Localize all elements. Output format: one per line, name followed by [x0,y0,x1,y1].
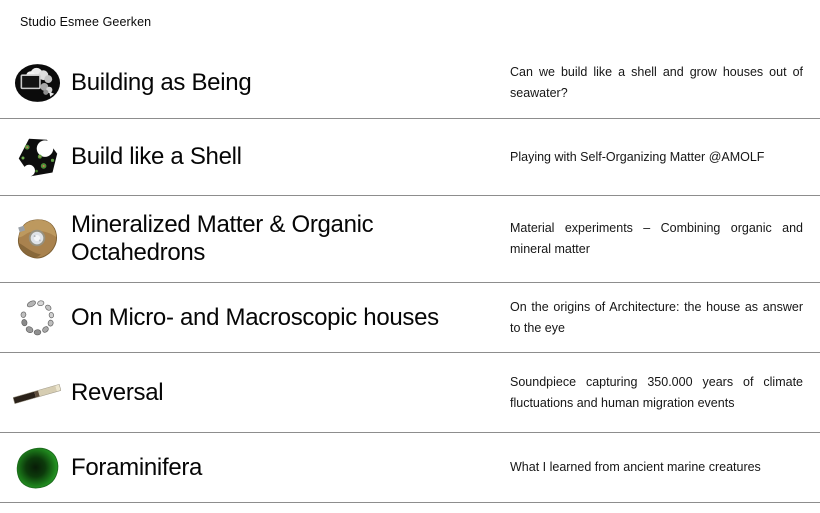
project-title: Mineralized Matter & Organic Octahedrons [71,211,374,266]
project-description: What I learned from ancient marine creatures [510,460,761,474]
project-description: On the origins of Architecture: the house as answer to the eye [510,299,803,335]
project-row-foraminifera[interactable] [0,433,820,503]
project-row-building-as-being[interactable] [0,48,820,119]
project-title: On Micro- and Macroscopic houses [71,303,439,331]
project-description: Playing with Self-Organizing Matter @AMOLF [510,149,765,164]
foraminifera-icon [13,444,61,491]
project-title: Build like a Shell [71,143,242,171]
project-title: Reversal [71,378,164,406]
core-sample-icon [13,370,61,416]
building-as-being-icon [13,63,61,103]
site-title[interactable]: Studio Esmee Geerken [20,15,152,29]
shell-hexagon-icon [13,135,61,180]
project-title: Building as Being [71,69,252,97]
project-description: Can we build like a shell and grow houses out of seawater? [510,65,803,100]
project-title: Foraminifera [71,453,203,481]
project-row-mineralized-matter[interactable] [0,196,820,283]
mineral-rock-icon [13,217,61,261]
project-row-reversal[interactable] [0,353,820,433]
project-description: Soundpiece capturing 350.000 years of climate fluctuations and human migration events [510,374,803,410]
project-row-build-like-a-shell[interactable] [0,119,820,196]
pebble-ring-icon [13,295,61,340]
project-list [0,48,820,503]
project-description: Material experiments – Combining organic and mineral matter [510,221,803,256]
project-row-micro-macroscopic-houses[interactable] [0,283,820,353]
